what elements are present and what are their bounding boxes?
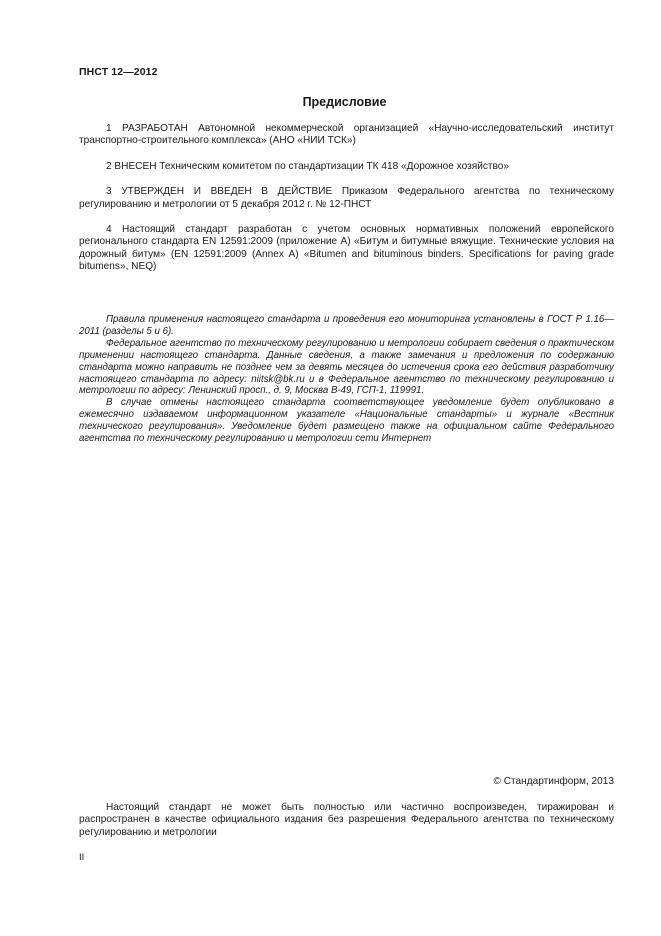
preface-items — [79, 123, 614, 287]
page-number: II — [79, 852, 85, 863]
preface-item-2: 2 ВНЕСЕН Техническим комитетом по стандартизации ТК 418 «Дорожное хозяйство» — [106, 160, 509, 172]
note-feedback: Федеральное агентство по техническому регулированию и метрологии собирает сведения о практическом применении настоящего стандарта. Данные сведения, а также замечания и предложения по содержанию стандарта можно направить не позднее чем за девять месяцев до истечения срока его действия разработчику настоящего стандарта по адресу: niitsk@bk.ru и в Федеральное агентство по техническому регулированию и метрологии по адресу: Ленинский просп., д. 9, Москва В-49, ГСП-1, 119991. — [79, 337, 614, 397]
preface-item-4: 4 Настоящий стандарт разработан с учетом основных нормативных положений европейского регионального стандарта EN 12591:2009 (приложение А) «Битум и битумные вяжущие. Технические условия на дорожный битум» (EN 12591:2009 (Annex A) «Bitumen and bituminous binders. Specifications for paving grade bitumens», NEQ) — [79, 224, 614, 273]
copyright: © Стандартинформ, 2013 — [493, 776, 614, 787]
note-rules: Правила применения настоящего стандарта и проведения его мониторинга установлены в ГОСТ Р 1.16—2011 (разделы 5 и 6). — [79, 314, 614, 337]
note-cancellation: В случае отмены настоящего стандарта соответствующее уведомление будет опубликовано в ежемесячно издаваемом информационном указателе «Национальные стандарты» и журнале «Вестник технического регулирования». Уведомление будет размещено также на официальном сайте Федерального агентства по техническому регулированию и метрологии сети Интернет — [79, 397, 614, 445]
document-code: ПНСТ 12—2012 — [79, 66, 158, 78]
section-title: Предисловие — [302, 95, 387, 109]
reproduction-notice-text: Настоящий стандарт не может быть полностью или частично воспроизведен, тиражирован и распространен в качестве официального издания без разрешения Федерального агентства по техническому регулированию и метрологии — [79, 802, 614, 838]
reproduction-notice — [79, 802, 614, 839]
application-notes — [79, 314, 614, 445]
preface-item-1: 1 РАЗРАБОТАН Автономной некоммерческой организацией «Научно-исследовательский институт транспортно-строительного комплекса» (АНО «НИИ ТСК») — [79, 123, 614, 147]
preface-item-3: 3 УТВЕРЖДЕН И ВВЕДЕН В ДЕЙСТВИЕ Приказом Федерального агентства по техническому регулированию и метрологии от 5 декабря 2012 г. № 12-ПНСТ — [79, 186, 614, 210]
